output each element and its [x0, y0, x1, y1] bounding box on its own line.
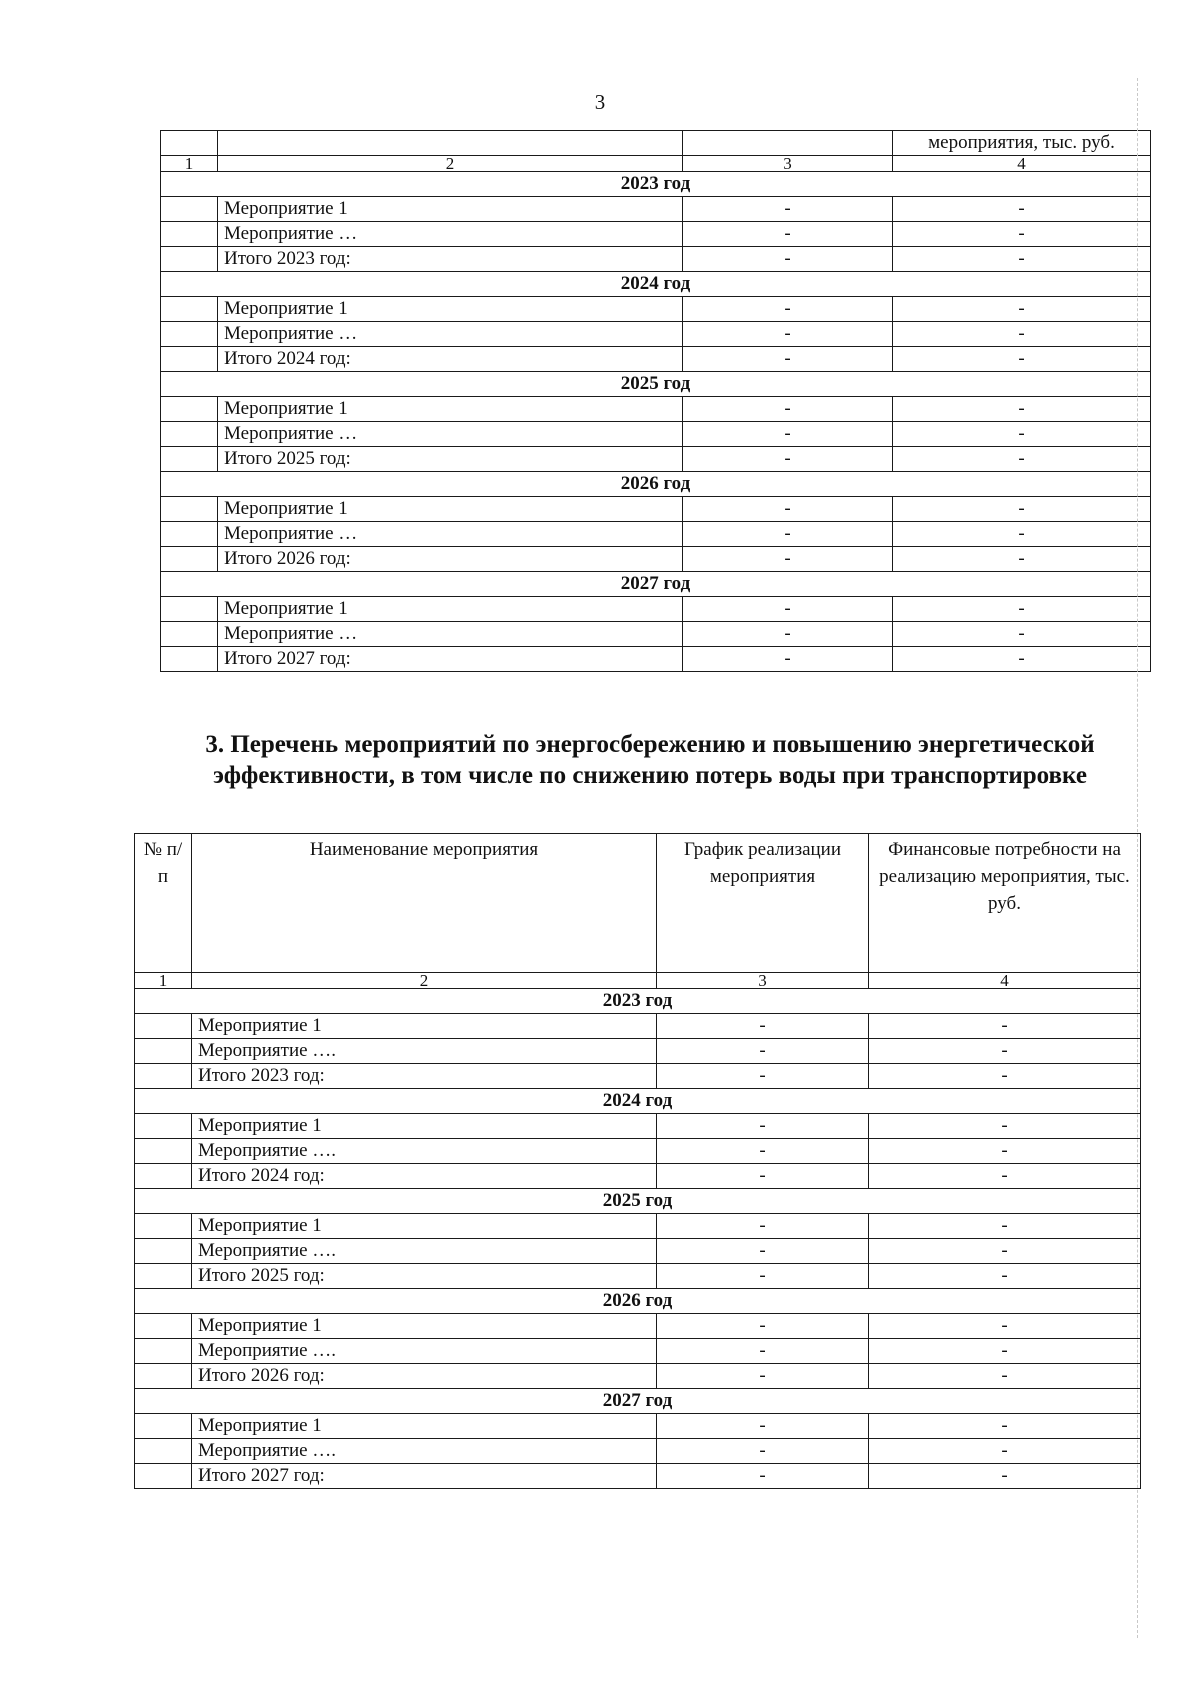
row-number	[135, 1164, 192, 1189]
table-row	[135, 1114, 1141, 1139]
total-finance: -	[893, 647, 1151, 672]
row-number	[161, 622, 218, 647]
activity-finance: -	[869, 1339, 1141, 1364]
activity-name: Мероприятие ….	[192, 1139, 657, 1164]
year-row	[161, 272, 1151, 297]
table-row	[161, 422, 1151, 447]
activity-name: Мероприятие 1	[218, 497, 683, 522]
column-number: 4	[869, 973, 1141, 989]
activity-schedule: -	[657, 1114, 869, 1139]
header-name: Наименование мероприятия	[192, 834, 657, 973]
total-finance: -	[869, 1364, 1141, 1389]
total-row	[135, 1364, 1141, 1389]
activity-finance: -	[869, 1414, 1141, 1439]
activity-schedule: -	[657, 1314, 869, 1339]
total-finance: -	[893, 547, 1151, 572]
year-row	[161, 172, 1151, 197]
row-number	[161, 347, 218, 372]
activity-name: Мероприятие …	[218, 322, 683, 347]
row-number	[161, 522, 218, 547]
column-number-row	[161, 156, 1151, 172]
activity-schedule: -	[657, 1439, 869, 1464]
row-number	[135, 1064, 192, 1089]
header-schedule: График реализации мероприятия	[657, 834, 869, 973]
row-number	[161, 197, 218, 222]
row-number	[161, 547, 218, 572]
row-number	[135, 1239, 192, 1264]
total-label: Итого 2026 год:	[192, 1364, 657, 1389]
header-number: № п/п	[135, 834, 192, 973]
year-row	[135, 1289, 1141, 1314]
total-schedule: -	[683, 647, 893, 672]
year-row	[161, 572, 1151, 597]
row-number	[135, 1014, 192, 1039]
activity-name: Мероприятие 1	[218, 397, 683, 422]
activity-finance: -	[893, 222, 1151, 247]
page-number: 3	[594, 90, 606, 114]
year-heading: 2023 год	[161, 172, 1151, 197]
row-number	[161, 597, 218, 622]
row-number	[135, 1039, 192, 1064]
year-row	[135, 989, 1141, 1014]
table-row	[161, 497, 1151, 522]
table-row	[135, 1439, 1141, 1464]
column-number: 3	[657, 973, 869, 989]
activity-schedule: -	[683, 522, 893, 547]
activity-finance: -	[869, 1239, 1141, 1264]
table-row	[135, 1339, 1141, 1364]
total-row	[161, 247, 1151, 272]
activity-schedule: -	[657, 1339, 869, 1364]
row-number	[135, 1264, 192, 1289]
year-heading: 2023 год	[135, 989, 1141, 1014]
column-number-row	[135, 973, 1141, 989]
activity-schedule: -	[683, 622, 893, 647]
year-row	[135, 1089, 1141, 1114]
activity-schedule: -	[657, 1414, 869, 1439]
total-row	[161, 347, 1151, 372]
activity-schedule: -	[657, 1139, 869, 1164]
column-number: 4	[893, 156, 1151, 172]
year-heading: 2024 год	[135, 1089, 1141, 1114]
table-row	[135, 1214, 1141, 1239]
activity-finance: -	[869, 1439, 1141, 1464]
activity-name: Мероприятие 1	[218, 597, 683, 622]
year-row	[161, 372, 1151, 397]
year-heading: 2027 год	[161, 572, 1151, 597]
section-3-title: 3. Перечень мероприятий по энергосбережению и повышению энергетической эффективности, в том числе по снижению потерь воды при транспортировке	[205, 731, 1095, 789]
activity-name: Мероприятие …	[218, 422, 683, 447]
total-schedule: -	[683, 347, 893, 372]
scan-edge-artifact	[1137, 78, 1139, 1638]
table-row	[135, 1414, 1141, 1439]
total-finance: -	[893, 447, 1151, 472]
activity-schedule: -	[683, 322, 893, 347]
table-row	[161, 197, 1151, 222]
total-label: Итого 2027 год:	[218, 647, 683, 672]
row-number	[135, 1439, 192, 1464]
row-number	[135, 1339, 192, 1364]
total-schedule: -	[683, 447, 893, 472]
activity-schedule: -	[683, 422, 893, 447]
table-header-continued	[161, 131, 1151, 156]
table-row	[161, 597, 1151, 622]
activity-finance: -	[869, 1114, 1141, 1139]
table-row	[161, 322, 1151, 347]
total-row	[161, 447, 1151, 472]
activity-name: Мероприятие 1	[192, 1414, 657, 1439]
row-number	[135, 1364, 192, 1389]
total-schedule: -	[683, 247, 893, 272]
total-schedule: -	[657, 1464, 869, 1489]
activity-schedule: -	[657, 1214, 869, 1239]
table-row	[135, 1314, 1141, 1339]
activity-finance: -	[893, 422, 1151, 447]
column-number: 3	[683, 156, 893, 172]
total-finance: -	[893, 247, 1151, 272]
activity-schedule: -	[683, 497, 893, 522]
row-number	[161, 297, 218, 322]
activity-finance: -	[893, 297, 1151, 322]
activity-finance: -	[893, 522, 1151, 547]
column-number: 1	[161, 156, 218, 172]
row-number	[161, 222, 218, 247]
row-number	[135, 1414, 192, 1439]
total-finance: -	[893, 347, 1151, 372]
activity-name: Мероприятие …	[218, 622, 683, 647]
table-row	[161, 297, 1151, 322]
activity-finance: -	[869, 1314, 1141, 1339]
total-schedule: -	[657, 1164, 869, 1189]
activity-finance: -	[893, 622, 1151, 647]
header-cell-empty	[161, 131, 218, 156]
column-number: 2	[218, 156, 683, 172]
table-row	[135, 1039, 1141, 1064]
year-heading: 2025 год	[161, 372, 1151, 397]
table-header	[135, 834, 1141, 973]
activity-schedule: -	[683, 397, 893, 422]
total-finance: -	[869, 1164, 1141, 1189]
activity-name: Мероприятие 1	[192, 1114, 657, 1139]
row-number	[135, 1464, 192, 1489]
table-row	[135, 1139, 1141, 1164]
activity-name: Мероприятие …	[218, 522, 683, 547]
table-row	[135, 1239, 1141, 1264]
row-number	[161, 497, 218, 522]
activity-schedule: -	[683, 222, 893, 247]
header-cell-empty	[218, 131, 683, 156]
total-schedule: -	[683, 547, 893, 572]
header-cell-empty	[683, 131, 893, 156]
activity-name: Мероприятие 1	[192, 1314, 657, 1339]
activity-schedule: -	[683, 297, 893, 322]
activity-finance: -	[893, 397, 1151, 422]
year-heading: 2024 год	[161, 272, 1151, 297]
total-label: Итого 2025 год:	[218, 447, 683, 472]
activity-finance: -	[893, 197, 1151, 222]
activity-name: Мероприятие 1	[218, 197, 683, 222]
year-heading: 2027 год	[135, 1389, 1141, 1414]
total-row	[135, 1264, 1141, 1289]
activity-schedule: -	[657, 1014, 869, 1039]
energy-saving-activities-table	[134, 833, 1141, 1489]
row-number	[135, 1314, 192, 1339]
total-label: Итого 2023 год:	[218, 247, 683, 272]
year-row	[135, 1389, 1141, 1414]
total-finance: -	[869, 1264, 1141, 1289]
activity-name: Мероприятие 1	[192, 1014, 657, 1039]
activity-schedule: -	[683, 597, 893, 622]
total-schedule: -	[657, 1064, 869, 1089]
activity-finance: -	[893, 497, 1151, 522]
activity-name: Мероприятие ….	[192, 1439, 657, 1464]
activities-table-continued	[160, 130, 1151, 672]
total-schedule: -	[657, 1364, 869, 1389]
total-row	[161, 647, 1151, 672]
activity-name: Мероприятие ….	[192, 1039, 657, 1064]
activity-finance: -	[869, 1039, 1141, 1064]
year-row	[135, 1189, 1141, 1214]
total-row	[135, 1464, 1141, 1489]
activity-schedule: -	[657, 1039, 869, 1064]
activity-name: Мероприятие ….	[192, 1239, 657, 1264]
activity-finance: -	[869, 1014, 1141, 1039]
table-row	[161, 522, 1151, 547]
row-number	[161, 422, 218, 447]
activity-name: Мероприятие …	[218, 222, 683, 247]
row-number	[161, 647, 218, 672]
activity-finance: -	[869, 1214, 1141, 1239]
activity-finance: -	[893, 597, 1151, 622]
table-row	[161, 622, 1151, 647]
table-row	[161, 397, 1151, 422]
activity-name: Мероприятие 1	[192, 1214, 657, 1239]
activity-name: Мероприятие ….	[192, 1339, 657, 1364]
total-finance: -	[869, 1464, 1141, 1489]
activity-name: Мероприятие 1	[218, 297, 683, 322]
row-number	[161, 322, 218, 347]
total-label: Итого 2025 год:	[192, 1264, 657, 1289]
row-number	[161, 397, 218, 422]
total-row	[135, 1064, 1141, 1089]
table-row	[161, 222, 1151, 247]
column-number: 1	[135, 973, 192, 989]
column-number: 2	[192, 973, 657, 989]
total-schedule: -	[657, 1264, 869, 1289]
total-label: Итого 2023 год:	[192, 1064, 657, 1089]
year-row	[161, 472, 1151, 497]
total-label: Итого 2027 год:	[192, 1464, 657, 1489]
row-number	[161, 247, 218, 272]
activity-finance: -	[869, 1139, 1141, 1164]
row-number	[161, 447, 218, 472]
header-finance: Финансовые потребности на реализацию мероприятия, тыс. руб.	[869, 834, 1141, 973]
header-cell-finance-cont: мероприятия, тыс. руб.	[893, 131, 1151, 156]
year-heading: 2025 год	[135, 1189, 1141, 1214]
activity-schedule: -	[683, 197, 893, 222]
activity-finance: -	[893, 322, 1151, 347]
row-number	[135, 1214, 192, 1239]
year-heading: 2026 год	[135, 1289, 1141, 1314]
total-label: Итого 2024 год:	[218, 347, 683, 372]
total-row	[135, 1164, 1141, 1189]
row-number	[135, 1139, 192, 1164]
total-label: Итого 2024 год:	[192, 1164, 657, 1189]
table-row	[135, 1014, 1141, 1039]
total-label: Итого 2026 год:	[218, 547, 683, 572]
year-heading: 2026 год	[161, 472, 1151, 497]
activity-schedule: -	[657, 1239, 869, 1264]
total-finance: -	[869, 1064, 1141, 1089]
total-row	[161, 547, 1151, 572]
row-number	[135, 1114, 192, 1139]
